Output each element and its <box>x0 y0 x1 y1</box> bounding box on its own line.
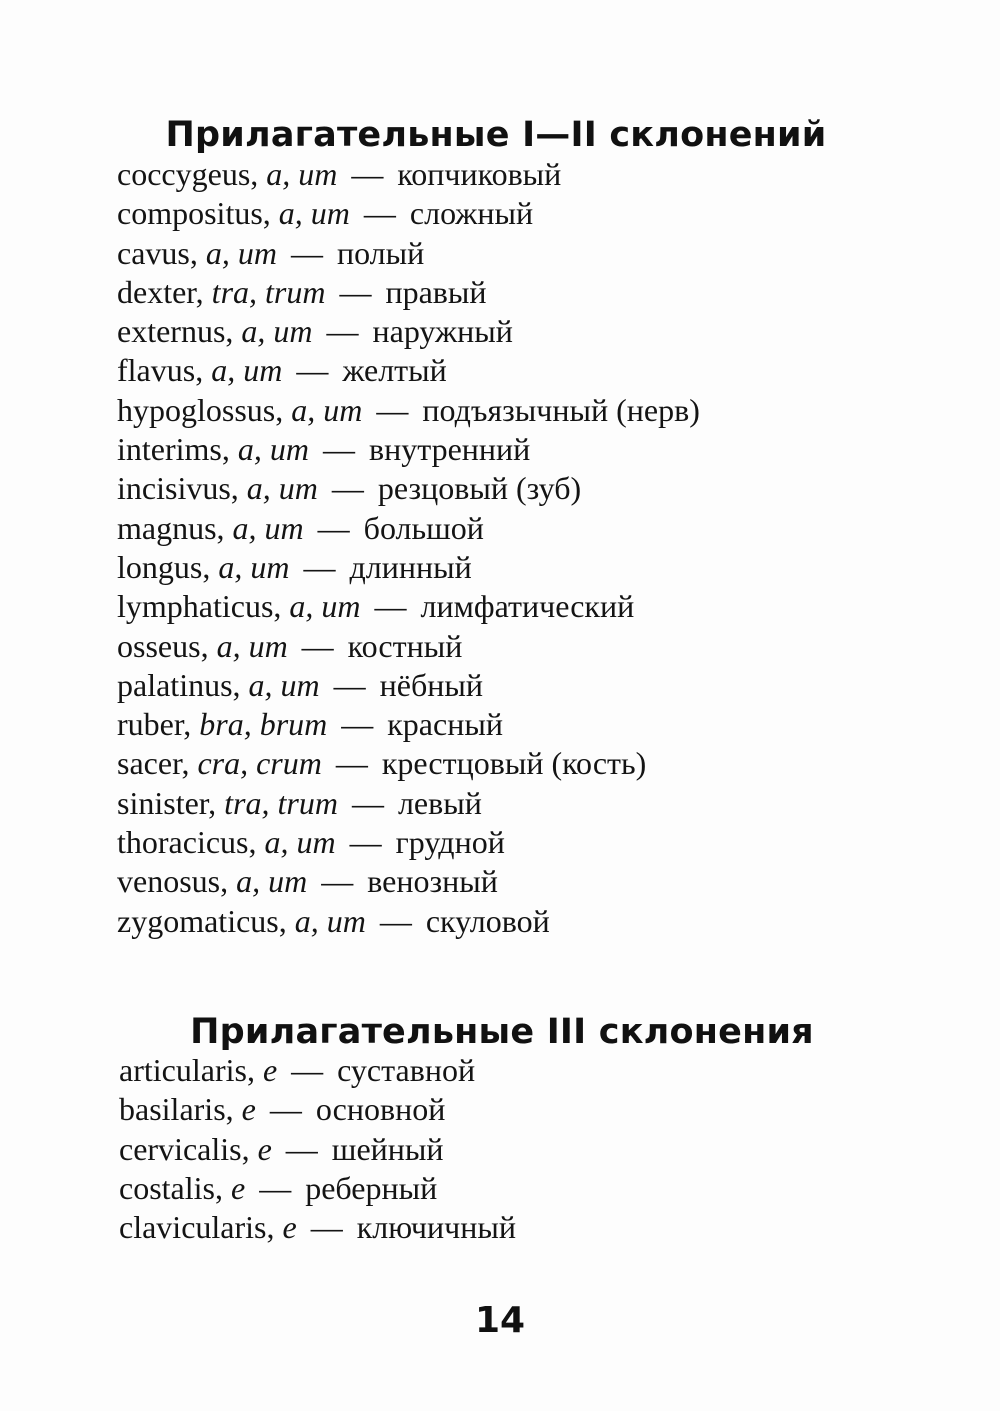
separator-dash: — <box>291 1052 324 1088</box>
russian-translation: полый <box>336 234 425 271</box>
latin-word: palatinus <box>117 666 233 703</box>
latin-word: hypoglossus <box>117 391 276 428</box>
latin-word: articularis <box>119 1052 247 1088</box>
latin-endings: tra, trum <box>224 784 338 821</box>
vocabulary-entry: costalis, e — реберный <box>119 1169 438 1206</box>
latin-endings: bra, brum <box>199 706 328 743</box>
separator-dash: — <box>349 824 382 861</box>
russian-translation: грудной <box>395 824 505 861</box>
russian-translation: большой <box>363 509 484 546</box>
vocabulary-entry: externus, a, um — наружный <box>117 313 513 350</box>
latin-endings: a, um <box>278 195 350 232</box>
russian-translation: скуловой <box>425 902 550 939</box>
latin-word: magnus <box>117 509 217 546</box>
latin-word: sacer <box>117 745 182 782</box>
vocabulary-entry: compositus, a, um — сложный <box>117 195 534 232</box>
section-heading-declension-3: Прилагательные III склонения <box>190 1012 814 1053</box>
latin-endings: e <box>241 1091 256 1128</box>
vocabulary-entry: interims, a, um — внутренний <box>117 431 531 468</box>
separator-dash: — <box>301 627 334 664</box>
separator-dash: — <box>317 509 350 546</box>
latin-word: venosus <box>117 863 221 900</box>
vocabulary-list-declension-3 <box>119 1051 516 1247</box>
latin-word: coccygeus <box>117 156 251 192</box>
vocabulary-entry: cavus, a, um — полый <box>117 234 425 271</box>
section-heading-declension-1-2: Прилагательные I—II склонений <box>165 115 827 156</box>
vocabulary-entry: dexter, tra, trum — правый <box>117 273 487 310</box>
latin-endings: a, um <box>216 627 288 664</box>
latin-word: osseus <box>117 627 201 664</box>
vocabulary-entry: sacer, cra, crum — крестцовый (кость) <box>117 745 647 782</box>
vocabulary-entry: flavus, a, um — желтый <box>117 352 447 389</box>
separator-dash: — <box>351 156 384 192</box>
separator-dash: — <box>326 313 359 350</box>
latin-word: interims <box>117 431 222 468</box>
separator-dash: — <box>339 273 372 310</box>
latin-endings: a, um <box>246 470 318 507</box>
russian-translation: реберный <box>305 1169 438 1206</box>
latin-word: cavus <box>117 234 190 271</box>
vocabulary-entry: palatinus, a, um — нёбный <box>117 666 483 703</box>
russian-translation: внутренний <box>368 431 531 468</box>
latin-endings: a, um <box>232 509 304 546</box>
russian-translation: основной <box>315 1091 446 1128</box>
vocabulary-entry: incisivus, a, um — резцовый (зуб) <box>117 470 582 507</box>
separator-dash: — <box>376 391 409 428</box>
latin-endings: e <box>257 1130 272 1167</box>
separator-dash: — <box>341 706 374 743</box>
latin-endings: a, um <box>266 156 338 192</box>
russian-translation: желтый <box>342 352 447 389</box>
russian-translation: крестцовый (кость) <box>381 745 647 782</box>
separator-dash: — <box>310 1209 343 1246</box>
latin-word: thoracicus <box>117 824 249 861</box>
vocabulary-entry: hypoglossus, a, um — подъязычный (нерв) <box>117 391 700 428</box>
separator-dash: — <box>285 1130 318 1167</box>
russian-translation: шейный <box>331 1130 444 1167</box>
vocabulary-list-declension-1-2 <box>117 155 700 941</box>
latin-endings: a, um <box>294 902 366 939</box>
latin-endings: a, um <box>289 588 361 625</box>
separator-dash: — <box>322 431 355 468</box>
latin-endings: a, um <box>248 666 320 703</box>
latin-endings: e <box>230 1169 246 1206</box>
separator-dash: — <box>321 863 354 900</box>
latin-word: clavicularis <box>119 1209 267 1246</box>
latin-endings: a, um <box>205 234 277 271</box>
separator-dash: — <box>269 1091 302 1128</box>
vocabulary-entry: lymphaticus, a, um — лимфатический <box>117 588 635 625</box>
russian-translation: наружный <box>372 313 513 350</box>
latin-endings: a, um <box>264 824 336 861</box>
latin-endings: a, um <box>291 391 363 428</box>
latin-word: cervicalis <box>119 1130 242 1167</box>
separator-dash: — <box>335 745 368 782</box>
latin-word: ruber <box>117 706 184 743</box>
russian-translation: резцовый (зуб) <box>377 470 582 507</box>
latin-endings: a, um <box>218 548 290 585</box>
separator-dash: — <box>379 902 412 939</box>
separator-dash: — <box>374 588 407 625</box>
vocabulary-entry: articularis, e — суставной <box>119 1052 476 1088</box>
latin-word: lymphaticus <box>117 588 274 625</box>
latin-word: flavus <box>117 352 196 389</box>
russian-translation: костный <box>347 627 463 664</box>
vocabulary-entry: coccygeus, a, um — копчиковый <box>117 156 562 192</box>
separator-dash: — <box>259 1169 292 1206</box>
latin-endings: a, um <box>241 313 313 350</box>
vocabulary-entry: venosus, a, um — венозный <box>117 863 498 900</box>
vocabulary-entry: cervicalis, e — шейный <box>119 1130 444 1167</box>
vocabulary-entry: sinister, tra, trum — левый <box>117 784 482 821</box>
vocabulary-entry: thoracicus, a, um — грудной <box>117 824 505 861</box>
vocabulary-entry: basilaris, e — основной <box>119 1091 446 1128</box>
latin-endings: e <box>262 1052 278 1088</box>
latin-word: zygomaticus <box>117 902 279 939</box>
russian-translation: длинный <box>349 548 472 585</box>
separator-dash: — <box>303 548 336 585</box>
page-number: 14 <box>474 1300 526 1341</box>
vocabulary-entry: osseus, a, um — костный <box>117 627 463 664</box>
separator-dash: — <box>351 784 384 821</box>
russian-translation: красный <box>387 706 503 743</box>
latin-word: dexter <box>117 273 196 310</box>
separator-dash: — <box>331 470 364 507</box>
separator-dash: — <box>296 352 329 389</box>
russian-translation: подъязычный (нерв) <box>422 391 700 428</box>
russian-translation: копчиковый <box>397 156 562 192</box>
vocabulary-entry: clavicularis, e — ключичный <box>119 1209 516 1246</box>
latin-word: incisivus <box>117 470 231 507</box>
latin-word: externus <box>117 313 226 350</box>
latin-endings: cra, crum <box>197 745 322 782</box>
russian-translation: левый <box>397 784 482 821</box>
vocabulary-entry: magnus, a, um — большой <box>117 509 484 546</box>
latin-endings: e <box>282 1209 297 1246</box>
latin-endings: a, um <box>237 431 309 468</box>
latin-word: costalis <box>119 1169 215 1206</box>
latin-endings: a, um <box>236 863 308 900</box>
vocabulary-entry: longus, a, um — длинный <box>117 548 472 585</box>
latin-endings: a, um <box>211 352 283 389</box>
russian-translation: лимфатический <box>420 588 635 625</box>
latin-word: compositus <box>117 195 263 232</box>
separator-dash: — <box>290 234 323 271</box>
russian-translation: ключичный <box>356 1209 516 1246</box>
latin-word: basilaris <box>119 1091 226 1128</box>
russian-translation: суставной <box>337 1052 476 1088</box>
latin-endings: tra, trum <box>211 273 326 310</box>
russian-translation: сложный <box>409 195 534 232</box>
latin-word: longus <box>117 548 203 585</box>
russian-translation: венозный <box>367 863 498 900</box>
vocabulary-entry: zygomaticus, a, um — скуловой <box>117 902 550 939</box>
separator-dash: — <box>363 195 396 232</box>
russian-translation: правый <box>385 273 487 310</box>
vocabulary-entry: ruber, bra, brum — красный <box>117 706 503 743</box>
latin-word: sinister <box>117 784 209 821</box>
russian-translation: нёбный <box>379 666 483 703</box>
separator-dash: — <box>333 666 366 703</box>
